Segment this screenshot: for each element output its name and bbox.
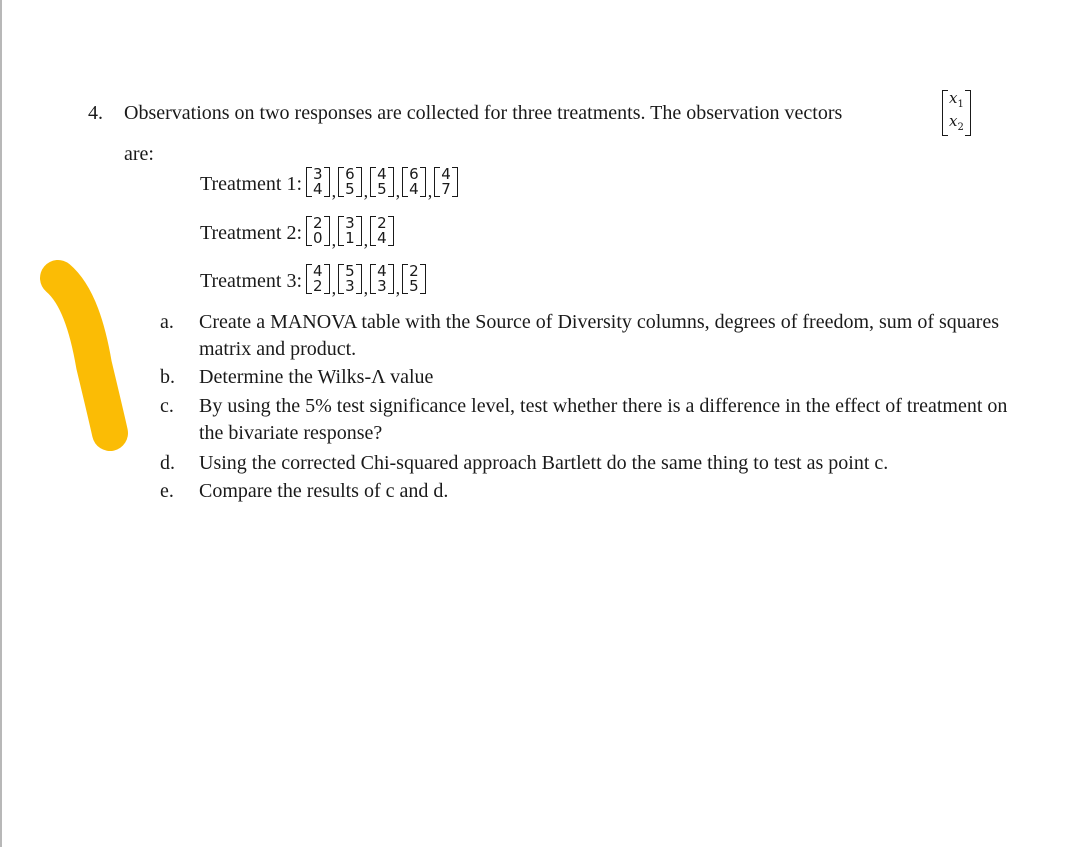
- column-vector: [370, 216, 394, 246]
- vector-top-value: 4: [441, 165, 451, 183]
- item-letter: e.: [160, 480, 174, 502]
- vector-top-value: 4: [313, 262, 323, 280]
- vector-top-value: 6: [345, 165, 355, 183]
- treatment-row-2: [200, 216, 394, 251]
- vector-top-value: 6: [409, 165, 419, 183]
- treatment-label: Treatment 1:: [200, 173, 303, 195]
- question-intro: Observations on two responses are collected for three treatments. The observation vectors: [124, 102, 843, 124]
- vector-top-value: 2: [409, 262, 419, 280]
- observation-vector: $x_1$ $x_2$: [942, 90, 971, 136]
- treatment-label: Treatment 3:: [200, 270, 303, 292]
- vector-bottom-value: 4: [313, 180, 323, 198]
- vector-bottom-value: 5: [345, 180, 355, 198]
- question-number: 4.: [88, 102, 103, 124]
- item-text: By using the 5% test significance level, test whether there is a difference in the effect of treatment on the bivariate response?: [199, 395, 1008, 444]
- column-vector: [306, 264, 330, 294]
- yellow-highlight-mark: [20, 250, 160, 470]
- vector-bottom-value: 1: [345, 229, 355, 247]
- vector-separator: ,: [331, 278, 337, 298]
- item-text: Create a MANOVA table with the Source of Diversity columns, degrees of freedom, sum of squares matrix and product.: [199, 311, 999, 360]
- item-letter: d.: [160, 452, 175, 474]
- vector-bottom-value: 4: [409, 180, 419, 198]
- vector-separator: ,: [363, 230, 369, 250]
- vector-top-value: 5: [345, 262, 355, 280]
- vector-bottom-value: 5: [377, 180, 387, 198]
- vector-top-value: 4: [377, 165, 387, 183]
- vector-separator: ,: [331, 181, 337, 201]
- treatment-row-1: [200, 167, 458, 202]
- vector-bottom-value: 2: [313, 277, 323, 295]
- vector-bottom-value: 7: [441, 180, 451, 198]
- vector-top-value: 2: [377, 214, 387, 232]
- column-vector: [306, 167, 330, 197]
- vector-top-value: 2: [313, 214, 323, 232]
- column-vector: [402, 264, 426, 294]
- column-vector: [370, 167, 394, 197]
- treatment-vectors: [306, 264, 426, 299]
- item-letter: a.: [160, 311, 174, 333]
- item-letter: b.: [160, 366, 175, 388]
- vector-bottom-value: 5: [409, 277, 419, 295]
- vector-separator: ,: [331, 230, 337, 250]
- item-text: Determine the Wilks-Λ value: [199, 366, 434, 388]
- item-text: Compare the results of c and d.: [199, 480, 449, 502]
- vector-top-value: 4: [377, 262, 387, 280]
- treatment-vectors: [306, 216, 394, 251]
- page-left-border: [0, 0, 2, 847]
- column-vector: [338, 167, 362, 197]
- vector-bottom-value: 4: [377, 229, 387, 247]
- vector-top-value: 3: [345, 214, 355, 232]
- treatment-row-3: [200, 264, 426, 299]
- column-vector: [306, 216, 330, 246]
- vector-bottom-value: 0: [313, 229, 323, 247]
- item-text: Using the corrected Chi-squared approach Bartlett do the same thing to test as point c.: [199, 452, 889, 474]
- vector-separator: ,: [363, 278, 369, 298]
- column-vector: [434, 167, 458, 197]
- column-vector: [402, 167, 426, 197]
- vector-bottom-value: 3: [377, 277, 387, 295]
- vector-separator: ,: [363, 181, 369, 201]
- column-vector: [338, 216, 362, 246]
- are-label: are:: [124, 143, 154, 165]
- treatment-label: Treatment 2:: [200, 222, 303, 244]
- treatment-vectors: [306, 167, 458, 202]
- column-vector: [370, 264, 394, 294]
- item-letter: c.: [160, 395, 174, 417]
- vector-separator: ,: [427, 181, 433, 201]
- column-vector: [338, 264, 362, 294]
- vector-top-value: 3: [313, 165, 323, 183]
- vector-bottom-value: 3: [345, 277, 355, 295]
- vector-separator: ,: [395, 278, 401, 298]
- vector-separator: ,: [395, 181, 401, 201]
